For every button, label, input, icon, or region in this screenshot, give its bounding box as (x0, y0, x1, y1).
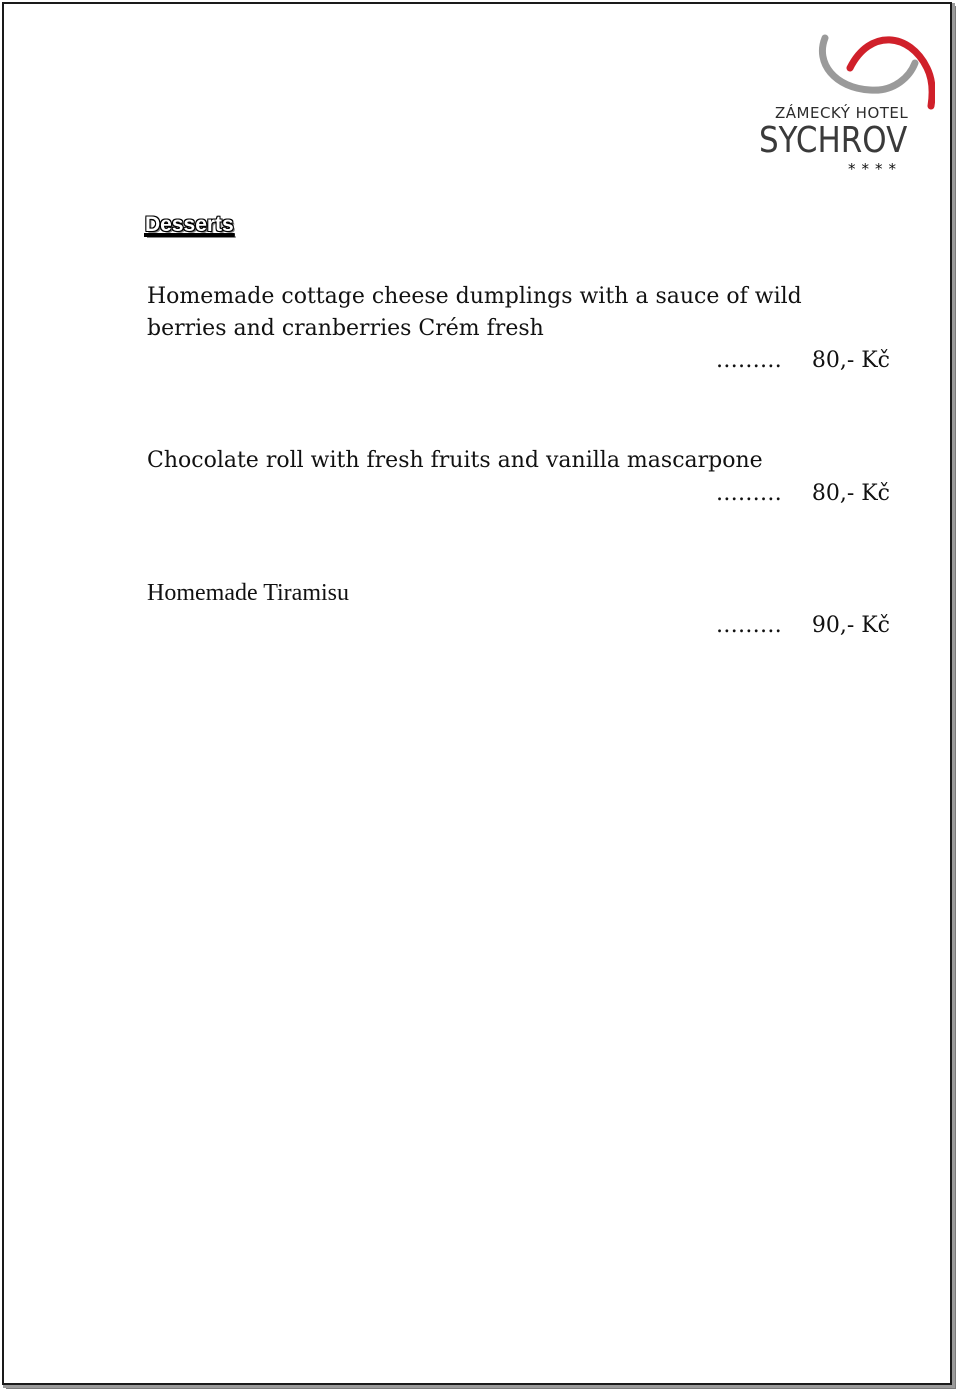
price-leader-dots: ……… (715, 348, 782, 373)
logo-swoosh-icon (815, 18, 935, 118)
menu-item-name: Homemade cottage cheese dumplings with a sauce of wild berries and cranberries Crém fresh (147, 284, 802, 341)
section-title-desserts: Desserts (145, 213, 234, 236)
price-leader-dots: ……… (715, 481, 782, 506)
menu-item-price: 90,- Kč (811, 613, 890, 638)
price-leader-dots: ……… (715, 613, 782, 638)
menu-item-name: Chocolate roll with fresh fruits and vanilla mascarpone (147, 448, 763, 473)
menu-item-price: 80,- Kč (811, 481, 890, 506)
page-frame (2, 2, 952, 1385)
menu-item-price: 80,- Kč (811, 348, 890, 373)
menu-item (147, 281, 887, 345)
logo-line-zamecky-hotel: ZÁMECKÝ HOTEL (775, 104, 909, 122)
hotel-logo (755, 18, 935, 178)
menu-item-name: Homemade Tiramisu (147, 580, 349, 606)
menu-item (147, 445, 887, 477)
menu-item-price-line (716, 345, 890, 377)
menu-item-price-line (716, 478, 890, 510)
logo-line-sychrov: SYCHROV (759, 120, 908, 161)
menu-item-price-line (716, 610, 890, 642)
logo-stars: **** (848, 160, 902, 178)
menu-item (147, 577, 887, 609)
